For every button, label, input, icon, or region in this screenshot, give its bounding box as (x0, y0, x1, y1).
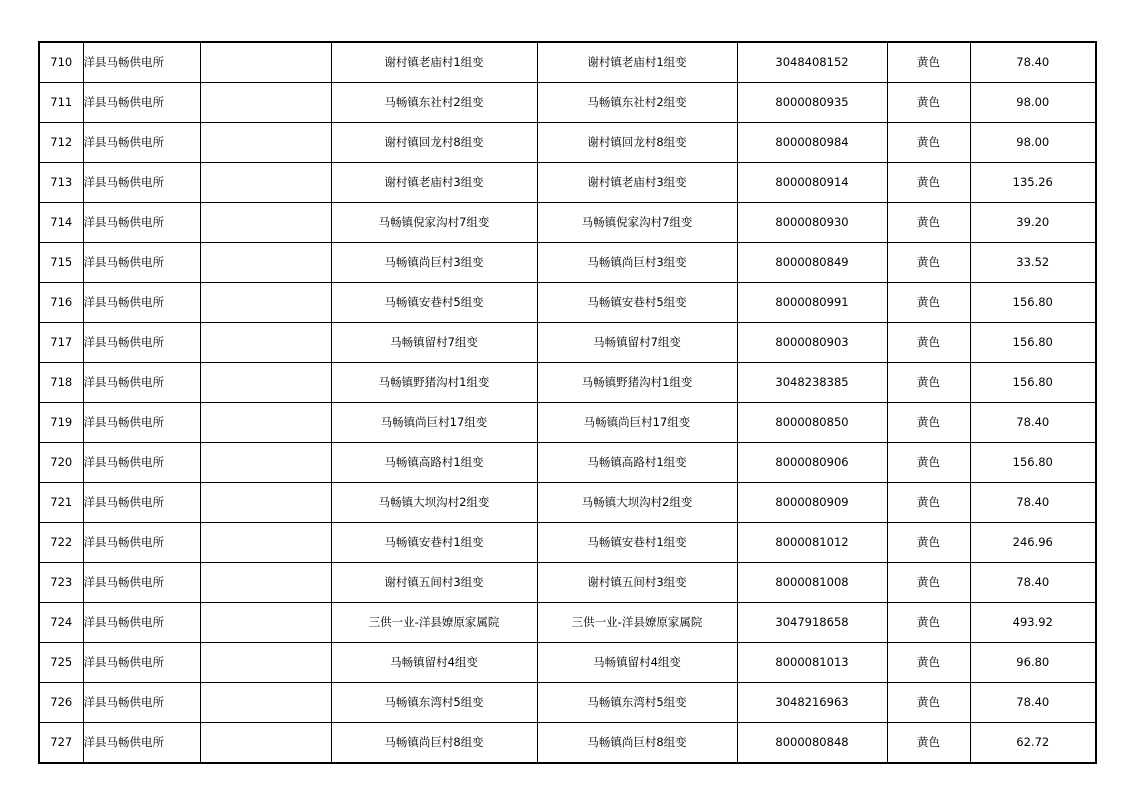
meter-number: 3048408152 (737, 42, 887, 83)
empty-cell (200, 323, 331, 363)
row-index: 718 (39, 363, 83, 403)
transformer-name-alt: 马畅镇安巷村5组变 (537, 283, 737, 323)
transformer-name-alt: 谢村镇老庙村1组变 (537, 42, 737, 83)
meter-number: 8000080903 (737, 323, 887, 363)
transformer-name-alt: 马畅镇倪家沟村7组变 (537, 203, 737, 243)
transformer-name-alt: 三供一业-洋县嫽原家属院 (537, 603, 737, 643)
row-index: 724 (39, 603, 83, 643)
transformer-name-alt: 谢村镇五间村3组变 (537, 563, 737, 603)
table-row (39, 123, 1096, 163)
table-row (39, 723, 1096, 764)
empty-cell (200, 563, 331, 603)
value-cell: 62.72 (970, 723, 1096, 764)
warning-level: 黄色 (887, 163, 970, 203)
transformer-name-alt: 马畅镇东社村2组变 (537, 83, 737, 123)
unit-name: 洋县马畅供电所 (83, 603, 200, 643)
table-row (39, 363, 1096, 403)
transformer-name-alt: 马畅镇高路村1组变 (537, 443, 737, 483)
transformer-name-alt: 马畅镇大坝沟村2组变 (537, 483, 737, 523)
warning-level: 黄色 (887, 283, 970, 323)
warning-level: 黄色 (887, 643, 970, 683)
row-index: 720 (39, 443, 83, 483)
value-cell: 78.40 (970, 42, 1096, 83)
empty-cell (200, 203, 331, 243)
transformer-name-alt: 马畅镇安巷村1组变 (537, 523, 737, 563)
unit-name: 洋县马畅供电所 (83, 243, 200, 283)
meter-number: 8000081013 (737, 643, 887, 683)
transformer-name: 马畅镇尚巨村3组变 (331, 243, 537, 283)
transformer-name-alt: 马畅镇留村7组变 (537, 323, 737, 363)
table-row (39, 683, 1096, 723)
empty-cell (200, 643, 331, 683)
value-cell: 98.00 (970, 83, 1096, 123)
empty-cell (200, 123, 331, 163)
transformer-name-alt: 马畅镇东湾村5组变 (537, 683, 737, 723)
transformer-name-alt: 谢村镇回龙村8组变 (537, 123, 737, 163)
row-index: 716 (39, 283, 83, 323)
meter-number: 3047918658 (737, 603, 887, 643)
meter-number: 3048238385 (737, 363, 887, 403)
table-row (39, 83, 1096, 123)
table-row (39, 443, 1096, 483)
warning-level: 黄色 (887, 42, 970, 83)
transformer-name: 马畅镇大坝沟村2组变 (331, 483, 537, 523)
meter-number: 8000081012 (737, 523, 887, 563)
value-cell: 78.40 (970, 483, 1096, 523)
unit-name: 洋县马畅供电所 (83, 163, 200, 203)
table-row (39, 323, 1096, 363)
value-cell: 39.20 (970, 203, 1096, 243)
meter-number: 8000080850 (737, 403, 887, 443)
table-row (39, 643, 1096, 683)
warning-level: 黄色 (887, 523, 970, 563)
meter-number: 8000080984 (737, 123, 887, 163)
unit-name: 洋县马畅供电所 (83, 443, 200, 483)
warning-level: 黄色 (887, 363, 970, 403)
warning-level: 黄色 (887, 323, 970, 363)
unit-name: 洋县马畅供电所 (83, 523, 200, 563)
warning-level: 黄色 (887, 243, 970, 283)
value-cell: 78.40 (970, 403, 1096, 443)
row-index: 717 (39, 323, 83, 363)
value-cell: 78.40 (970, 563, 1096, 603)
empty-cell (200, 723, 331, 764)
transformer-name-alt: 马畅镇尚巨村8组变 (537, 723, 737, 764)
value-cell: 33.52 (970, 243, 1096, 283)
row-index: 719 (39, 403, 83, 443)
table-row (39, 283, 1096, 323)
unit-name: 洋县马畅供电所 (83, 483, 200, 523)
unit-name: 洋县马畅供电所 (83, 643, 200, 683)
unit-name: 洋县马畅供电所 (83, 563, 200, 603)
row-index: 711 (39, 83, 83, 123)
empty-cell (200, 243, 331, 283)
warning-level: 黄色 (887, 443, 970, 483)
empty-cell (200, 403, 331, 443)
meter-number: 8000080914 (737, 163, 887, 203)
warning-level: 黄色 (887, 723, 970, 764)
empty-cell (200, 83, 331, 123)
meter-number: 8000080909 (737, 483, 887, 523)
value-cell: 156.80 (970, 363, 1096, 403)
warning-level: 黄色 (887, 403, 970, 443)
warning-level: 黄色 (887, 563, 970, 603)
transformer-name: 马畅镇留村4组变 (331, 643, 537, 683)
value-cell: 98.00 (970, 123, 1096, 163)
meter-number: 8000080906 (737, 443, 887, 483)
transformer-name: 马畅镇尚巨村17组变 (331, 403, 537, 443)
warning-level: 黄色 (887, 203, 970, 243)
empty-cell (200, 483, 331, 523)
table-row (39, 483, 1096, 523)
row-index: 725 (39, 643, 83, 683)
unit-name: 洋县马畅供电所 (83, 723, 200, 764)
table-row (39, 563, 1096, 603)
empty-cell (200, 163, 331, 203)
value-cell: 78.40 (970, 683, 1096, 723)
empty-cell (200, 42, 331, 83)
unit-name: 洋县马畅供电所 (83, 683, 200, 723)
warning-level: 黄色 (887, 483, 970, 523)
transformer-name: 三供一业-洋县嫽原家属院 (331, 603, 537, 643)
meter-number: 8000080849 (737, 243, 887, 283)
row-index: 726 (39, 683, 83, 723)
empty-cell (200, 683, 331, 723)
transformer-name-alt: 马畅镇尚巨村3组变 (537, 243, 737, 283)
table-row (39, 243, 1096, 283)
meter-number: 8000081008 (737, 563, 887, 603)
transformer-name: 马畅镇东湾村5组变 (331, 683, 537, 723)
meter-number: 8000080848 (737, 723, 887, 764)
transformer-name: 谢村镇老庙村3组变 (331, 163, 537, 203)
table-row (39, 42, 1096, 83)
table-body (39, 42, 1096, 763)
transformer-name-alt: 马畅镇尚巨村17组变 (537, 403, 737, 443)
row-index: 721 (39, 483, 83, 523)
transformer-name: 马畅镇东社村2组变 (331, 83, 537, 123)
row-index: 712 (39, 123, 83, 163)
value-cell: 156.80 (970, 283, 1096, 323)
meter-number: 8000080935 (737, 83, 887, 123)
row-index: 713 (39, 163, 83, 203)
empty-cell (200, 603, 331, 643)
unit-name: 洋县马畅供电所 (83, 323, 200, 363)
row-index: 723 (39, 563, 83, 603)
transformer-name-alt: 马畅镇留村4组变 (537, 643, 737, 683)
table-row (39, 603, 1096, 643)
row-index: 710 (39, 42, 83, 83)
row-index: 722 (39, 523, 83, 563)
unit-name: 洋县马畅供电所 (83, 203, 200, 243)
transformer-name: 马畅镇安巷村1组变 (331, 523, 537, 563)
transformer-name-alt: 马畅镇野猪沟村1组变 (537, 363, 737, 403)
warning-level: 黄色 (887, 603, 970, 643)
value-cell: 135.26 (970, 163, 1096, 203)
unit-name: 洋县马畅供电所 (83, 283, 200, 323)
transformer-name: 谢村镇老庙村1组变 (331, 42, 537, 83)
warning-level: 黄色 (887, 83, 970, 123)
unit-name: 洋县马畅供电所 (83, 403, 200, 443)
meter-number: 3048216963 (737, 683, 887, 723)
value-cell: 96.80 (970, 643, 1096, 683)
unit-name: 洋县马畅供电所 (83, 363, 200, 403)
transformer-name: 马畅镇留村7组变 (331, 323, 537, 363)
transformer-name-alt: 谢村镇老庙村3组变 (537, 163, 737, 203)
transformer-name: 马畅镇高路村1组变 (331, 443, 537, 483)
value-cell: 246.96 (970, 523, 1096, 563)
transformer-name: 谢村镇五间村3组变 (331, 563, 537, 603)
value-cell: 156.80 (970, 443, 1096, 483)
transformer-name: 马畅镇尚巨村8组变 (331, 723, 537, 764)
empty-cell (200, 443, 331, 483)
row-index: 714 (39, 203, 83, 243)
unit-name: 洋县马畅供电所 (83, 83, 200, 123)
row-index: 727 (39, 723, 83, 764)
table-row (39, 523, 1096, 563)
row-index: 715 (39, 243, 83, 283)
warning-level: 黄色 (887, 683, 970, 723)
table-row (39, 403, 1096, 443)
empty-cell (200, 523, 331, 563)
transformer-name: 马畅镇倪家沟村7组变 (331, 203, 537, 243)
transformer-name: 谢村镇回龙村8组变 (331, 123, 537, 163)
value-cell: 493.92 (970, 603, 1096, 643)
transformer-name: 马畅镇安巷村5组变 (331, 283, 537, 323)
unit-name: 洋县马畅供电所 (83, 123, 200, 163)
empty-cell (200, 363, 331, 403)
empty-cell (200, 283, 331, 323)
table-row (39, 203, 1096, 243)
meter-number: 8000080991 (737, 283, 887, 323)
transformer-name: 马畅镇野猪沟村1组变 (331, 363, 537, 403)
unit-name: 洋县马畅供电所 (83, 42, 200, 83)
table-row (39, 163, 1096, 203)
data-table (38, 41, 1097, 764)
meter-number: 8000080930 (737, 203, 887, 243)
warning-level: 黄色 (887, 123, 970, 163)
value-cell: 156.80 (970, 323, 1096, 363)
